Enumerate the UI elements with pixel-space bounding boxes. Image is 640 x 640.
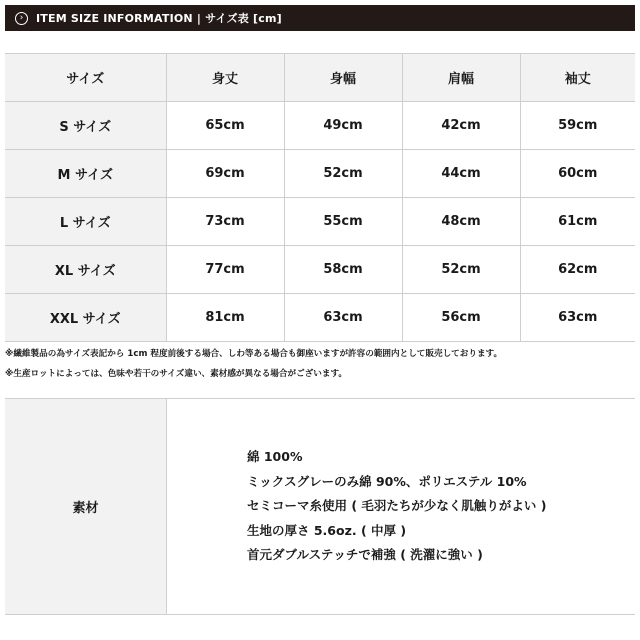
table-cell: 52cm bbox=[284, 150, 402, 198]
table-cell: 60cm bbox=[520, 150, 635, 198]
note-production-lot: ※生産ロットによっては、色味や若干のサイズ違い、素材感が異なる場合がございます。 bbox=[5, 369, 347, 379]
table-cell: 77cm bbox=[166, 246, 284, 294]
table-row bbox=[5, 150, 635, 198]
table-cell: 62cm bbox=[520, 246, 635, 294]
table-cell: 52cm bbox=[402, 246, 520, 294]
table-cell: 63cm bbox=[520, 294, 635, 342]
table-cell: 44cm bbox=[402, 150, 520, 198]
material-line: 首元ダブルステッチで補強 ( 洗濯に強い ) bbox=[247, 547, 483, 563]
table-row bbox=[5, 198, 635, 246]
material-section bbox=[5, 398, 635, 615]
material-line: セミコーマ糸使用 ( 毛羽たちが少なく肌触りがよい ) bbox=[247, 498, 547, 514]
table-cell: 48cm bbox=[402, 198, 520, 246]
material-label: 素材 bbox=[5, 399, 167, 614]
column-header-size: サイズ bbox=[5, 54, 166, 102]
table-cell: 42cm bbox=[402, 102, 520, 150]
size-label: XL サイズ bbox=[5, 246, 166, 294]
column-header-sleeve: 袖丈 bbox=[520, 54, 635, 102]
table-cell: 81cm bbox=[166, 294, 284, 342]
table-cell: 65cm bbox=[166, 102, 284, 150]
table-cell: 61cm bbox=[520, 198, 635, 246]
table-cell: 59cm bbox=[520, 102, 635, 150]
table-cell: 55cm bbox=[284, 198, 402, 246]
section-header bbox=[5, 5, 635, 31]
note-tolerance: ※繊維製品の為サイズ表記から 1cm 程度前後する場合、しわ等ある場合も御座いますが許容の範囲内として販売しております。 bbox=[5, 349, 503, 359]
material-line: ミックスグレーのみ綿 90%、ポリエステル 10% bbox=[247, 473, 527, 489]
column-header-width: 身幅 bbox=[284, 54, 402, 102]
column-header-length: 身丈 bbox=[166, 54, 284, 102]
table-header-row bbox=[5, 54, 635, 102]
table-cell: 73cm bbox=[166, 198, 284, 246]
size-label: M サイズ bbox=[5, 150, 166, 198]
table-cell: 49cm bbox=[284, 102, 402, 150]
table-row bbox=[5, 102, 635, 150]
material-line: 生地の厚さ 5.6oz. ( 中厚 ) bbox=[247, 522, 407, 538]
table-row bbox=[5, 294, 635, 342]
size-label: L サイズ bbox=[5, 198, 166, 246]
size-label: XXL サイズ bbox=[5, 294, 166, 342]
table-cell: 63cm bbox=[284, 294, 402, 342]
table-cell: 56cm bbox=[402, 294, 520, 342]
size-notes bbox=[5, 344, 637, 384]
material-details bbox=[167, 399, 635, 614]
size-table bbox=[5, 53, 635, 342]
size-label: S サイズ bbox=[5, 102, 166, 150]
table-cell: 58cm bbox=[284, 246, 402, 294]
column-header-shoulder: 肩幅 bbox=[402, 54, 520, 102]
section-title: ITEM SIZE INFORMATION | サイズ表 [cm] bbox=[36, 12, 282, 25]
table-row bbox=[5, 246, 635, 294]
material-line: 綿 100% bbox=[247, 449, 303, 465]
chevron-right-icon: › bbox=[15, 12, 28, 25]
table-cell: 69cm bbox=[166, 150, 284, 198]
